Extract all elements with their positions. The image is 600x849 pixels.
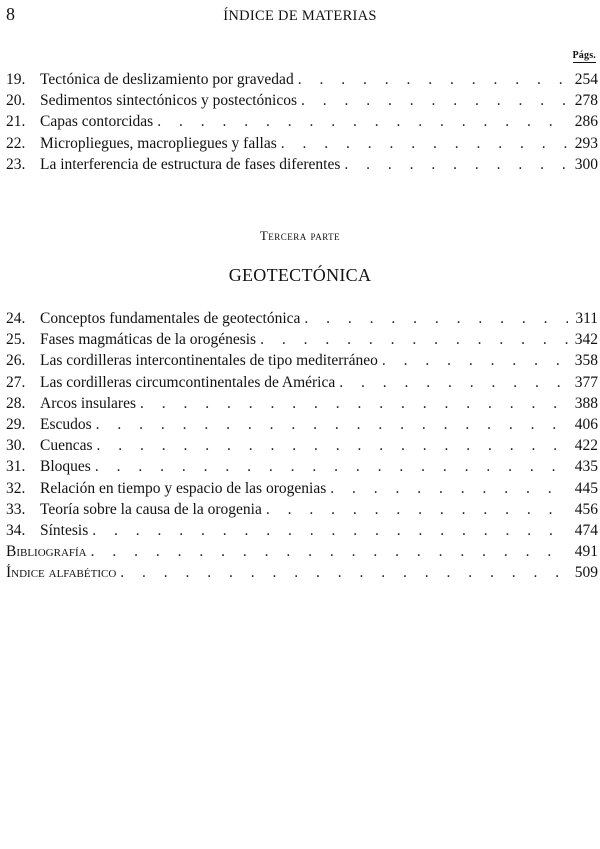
entry-title: Tectónica de deslizamiento por gravedad <box>40 71 294 88</box>
page-header <box>0 4 600 26</box>
entry-page: 358 <box>574 352 598 370</box>
entry-number: 30. <box>6 437 26 455</box>
toc-entry <box>6 522 598 543</box>
entry-number: 19. <box>6 71 26 88</box>
dot-leader <box>340 156 568 174</box>
toc-entry <box>6 437 598 458</box>
entry-page: 311 <box>575 310 598 327</box>
dot-leader <box>92 416 568 434</box>
entry-page: 491 <box>574 543 598 561</box>
toc-entry <box>6 374 598 395</box>
entry-title: Las cordilleras circumcontinentales de América <box>40 373 336 391</box>
entry-number: 23. <box>6 155 26 173</box>
entry-number: 26. <box>6 352 26 370</box>
toc-entry <box>6 92 598 113</box>
entry-number: 31. <box>6 458 26 476</box>
part-title: GEOTECTÓNICA <box>228 265 372 285</box>
entry-page: 456 <box>574 500 598 518</box>
dot-leader <box>297 92 568 110</box>
entry-title: Cuencas <box>40 437 93 455</box>
entry-title: Sedimentos sintectónicos y postectónicos <box>40 92 298 110</box>
page-number: 8 <box>6 4 15 24</box>
toc-entry <box>6 458 598 479</box>
dot-leader <box>262 501 568 519</box>
toc-section-1 <box>6 71 598 177</box>
toc-entry <box>6 352 598 373</box>
entry-page: 422 <box>574 437 598 455</box>
toc-entry <box>6 416 598 437</box>
entry-page: 406 <box>574 415 598 433</box>
dot-leader <box>93 437 568 455</box>
entry-title: Micropliegues, macropliegues y fallas <box>40 134 277 152</box>
toc-entry-index <box>6 564 598 585</box>
dot-leader <box>294 71 568 89</box>
entry-number: 29. <box>6 415 26 433</box>
entry-number: 28. <box>6 394 26 412</box>
dot-leader <box>256 331 568 349</box>
toc-entry <box>6 480 598 501</box>
toc-entry <box>6 113 598 134</box>
entry-page: 293 <box>574 134 598 152</box>
dot-leader <box>116 564 568 582</box>
toc-entry <box>6 135 598 156</box>
entry-number: 21. <box>6 113 26 131</box>
pages-column-label: Págs. <box>572 50 596 61</box>
entry-number: 33. <box>6 500 26 518</box>
toc-entry <box>6 71 598 92</box>
entry-number: 34. <box>6 521 26 539</box>
entry-page: 342 <box>574 331 598 349</box>
entry-title: Síntesis <box>40 521 89 539</box>
entry-title: La interferencia de estructura de fases diferentes <box>40 155 341 173</box>
toc-entry <box>6 156 598 177</box>
toc-entry <box>6 331 598 352</box>
dot-leader <box>326 480 568 498</box>
entry-title: Bloques <box>40 458 91 476</box>
entry-number: 25. <box>6 331 26 349</box>
dot-leader <box>153 113 568 131</box>
entry-page: 254 <box>574 71 598 88</box>
dot-leader <box>91 458 568 476</box>
entry-number: 24. <box>6 310 26 327</box>
dot-leader <box>87 543 568 561</box>
entry-title: Teoría sobre la causa de la orogenia <box>40 500 262 518</box>
dot-leader <box>88 522 568 540</box>
entry-title: Fases magmáticas de la orogénesis <box>40 331 257 349</box>
dot-leader <box>335 374 568 392</box>
toc-entry <box>6 501 598 522</box>
toc-entry <box>6 310 598 331</box>
entry-title: Capas contorcidas <box>40 113 154 131</box>
dot-leader <box>300 310 568 328</box>
entry-page: 300 <box>574 155 598 173</box>
entry-page: 474 <box>574 521 598 539</box>
entry-title: Conceptos fundamentales de geotectónica <box>40 310 301 327</box>
part-label: Tercera parte <box>259 228 341 243</box>
running-title: ÍNDICE DE MATERIAS <box>223 8 377 24</box>
entry-title: Arcos insulares <box>40 394 136 412</box>
entry-page: 388 <box>574 394 598 412</box>
toc-entry-bibliography <box>6 543 598 564</box>
entry-page: 445 <box>574 479 598 497</box>
entry-number: 20. <box>6 92 26 110</box>
toc-section-2 <box>6 310 598 585</box>
entry-page: 278 <box>574 92 598 110</box>
dot-leader <box>277 135 568 153</box>
entry-title: Las cordilleras intercontinentales de tipo mediterráneo <box>40 352 378 370</box>
entry-page: 509 <box>574 564 598 582</box>
entry-title: Relación en tiempo y espacio de las orogenias <box>40 479 327 497</box>
entry-page: 377 <box>574 373 598 391</box>
entry-number: 22. <box>6 134 26 152</box>
entry-title: Bibliografía <box>6 543 87 561</box>
entry-page: 435 <box>574 458 598 476</box>
dot-leader <box>136 395 568 413</box>
entry-title: Índice alfabético <box>6 564 117 582</box>
dot-leader <box>378 352 568 370</box>
entry-title: Escudos <box>40 415 92 433</box>
entry-page: 286 <box>574 113 598 131</box>
toc-entry <box>6 395 598 416</box>
entry-number: 27. <box>6 373 26 391</box>
entry-number: 32. <box>6 479 26 497</box>
